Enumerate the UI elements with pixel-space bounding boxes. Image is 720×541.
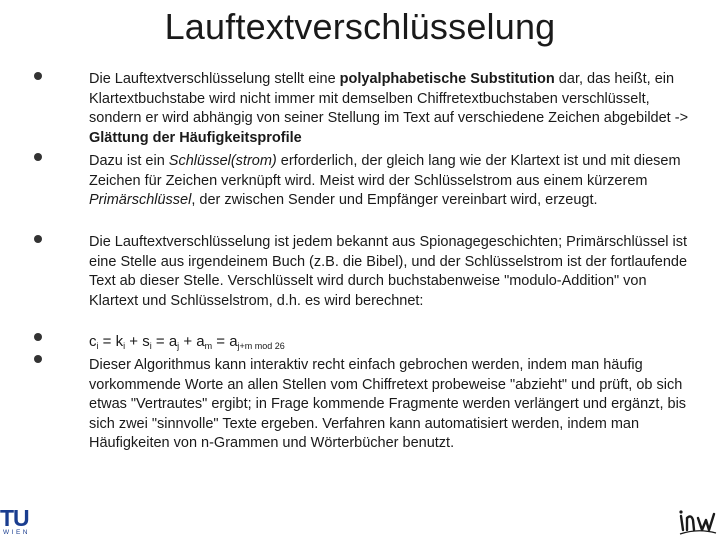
paragraph-spy-stories: Die Lauftextverschlüsselung ist jedem bekannt aus Spionagegeschichten; Primärschlüssel ist eine Stelle aus irgendeinem Buch (z.B. die Bibel), und der Schlüsselstrom ist der fortlaufende Text ab dieser Stelle. Verschlüsselt wird durch buchstabenweise "modulo-Addition" von Klartext und Schlüsselstrom, d.h. es wird berechnet: (89, 234, 688, 309)
paragraph-key-stream (89, 152, 699, 211)
inw-logo-graphic (678, 508, 718, 536)
formula-a3: = a (212, 333, 238, 350)
bullet-marker-3 (34, 235, 42, 243)
formula-c: c (89, 333, 97, 350)
formula-a1: = a (151, 333, 178, 350)
formula-a2: + a (179, 333, 205, 350)
p1-text-a: Die Lauftextverschlüsselung stellt eine (89, 71, 340, 87)
p2-italic-key: Schlüssel(strom) (168, 153, 277, 169)
formula-c-sub: i (96, 341, 99, 351)
formula-s-sub: i (149, 341, 152, 351)
p1-bold-conclusion: Glättung der Häufigkeitsprofile (89, 129, 302, 146)
bullet-marker-5 (34, 355, 42, 363)
formula-line (89, 332, 699, 352)
formula-a2-sub: m (204, 341, 213, 351)
tu-wien-logo (0, 507, 34, 540)
bullet-marker-1 (34, 72, 42, 80)
formula-s: + s (125, 333, 150, 350)
bullet-marker-4 (34, 333, 42, 341)
p2-italic-primary-key: Primärschlüssel (89, 192, 192, 208)
p2-text-c: erforderlich, der gleich lang wie der Klartext ist und mit diesem Zeichen für Zeichen verknüpft wird. Meist wird der Schlüsselstrom aus einem kürzerem (89, 153, 681, 189)
p1-text-c: dar, das heißt, ein Klartextbuchstabe wird nicht immer mit demselben Chiffretextbuchstaben verschlüsselt, sondern er wird abhängig von seiner Stellung im Text auf verschiedene Zeichen abgebildet -> (89, 71, 689, 126)
slide-title: Lauftextverschlüsselung (164, 6, 556, 47)
p2-text-e: , der zwischen Sender und Empfänger vereinbart wird, erzeugt. (191, 192, 598, 208)
paragraph-algorithm-breaking: Dieser Algorithmus kann interaktiv recht einfach gebrochen werden, indem man häufig vorkommende Worte an allen Stellen vom Chiffretext probeweise "abzieht" und prüft, ob sich etwas "Vertrautes" ergibt; in Frage kommende Fragmente werden verlängert und ergänzt, bis sich zwei "sinnvolle" Texte ergeben. Verfahren kann automatisiert werden, indem man Häufigkeiten von n-Grammen und Wörterbücher benutzt. (89, 357, 687, 451)
formula-a1-sub: j (177, 341, 180, 351)
tu-logo-letters: TU (0, 505, 29, 531)
tu-logo-subtext: WIEN (3, 529, 30, 536)
formula-a3-sub: j+m mod 26 (237, 341, 285, 351)
formula-k: = k (98, 333, 124, 350)
p1-bold-term: polyalphabetische Substitution (339, 71, 555, 87)
formula-k-sub: i (123, 341, 126, 351)
bullet-marker-2 (34, 153, 42, 161)
p2-text-a: Dazu ist ein (89, 153, 169, 169)
inw-logo (678, 508, 718, 536)
paragraph-polyalphabetic (89, 70, 699, 148)
